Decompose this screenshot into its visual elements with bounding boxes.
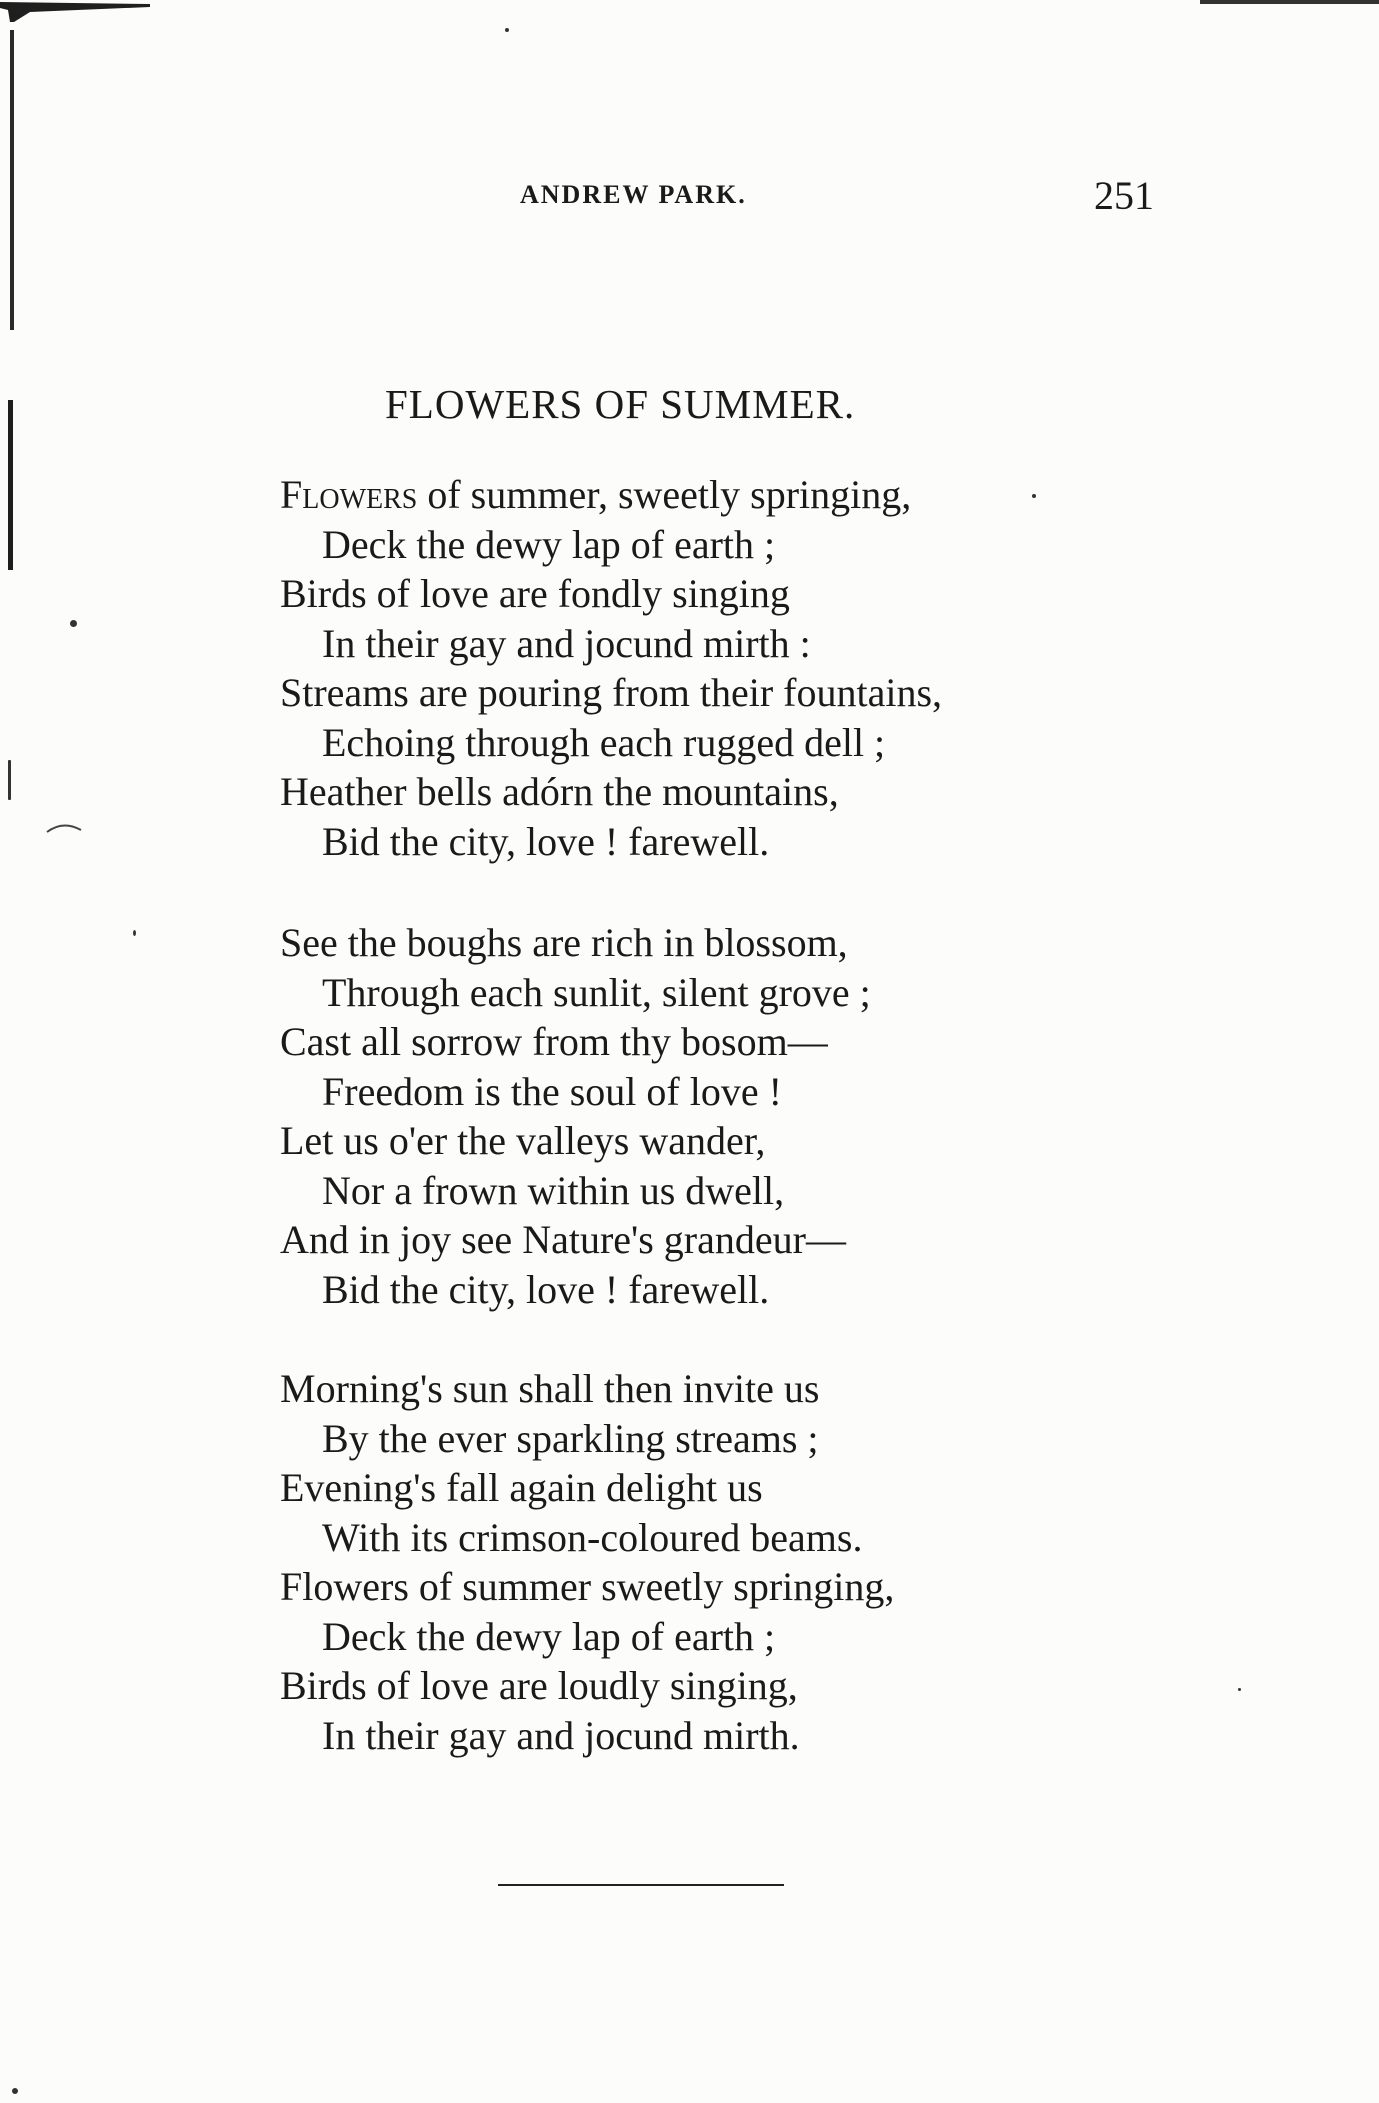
poem-line: In their gay and jocund mirth. [322, 1712, 800, 1758]
poem-line: Streams are pouring from their fountains, [280, 670, 943, 715]
poem-line: Echoing through each rugged dell ; [322, 719, 886, 765]
poem-line: And in joy see Nature's grandeur— [280, 1217, 846, 1262]
poem-line: Through each sunlit, silent grove ; [322, 969, 871, 1015]
poem-line: Birds of love are fondly singing [280, 571, 790, 616]
stanza [280, 1364, 1100, 1760]
scan-edge-line [1200, 0, 1379, 4]
poem-line [280, 470, 1100, 520]
scan-speck [1238, 1688, 1241, 1691]
poem-title: FLOWERS OF SUMMER. [385, 381, 856, 427]
drop-word: Flowers [280, 472, 418, 517]
poem-line: Evening's fall again delight us [280, 1465, 763, 1510]
scan-edge-line [10, 30, 14, 330]
poem-line: Nor a frown within us dwell, [322, 1167, 785, 1213]
poem-line-text: of summer, sweetly springing, [417, 472, 912, 517]
stanza [280, 470, 1100, 866]
poem-line: Deck the dewy lap of earth ; [322, 1613, 776, 1659]
poem-line: See the boughs are rich in blossom, [280, 920, 848, 965]
poem-line: Bid the city, love ! farewell. [322, 818, 770, 864]
poem-line: Cast all sorrow from thy bosom— [280, 1019, 828, 1064]
poem-line: By the ever sparkling streams ; [322, 1415, 819, 1461]
scan-speck [133, 930, 136, 936]
scan-speck [8, 760, 11, 800]
poem-line: Deck the dewy lap of earth ; [322, 521, 776, 567]
scan-speck [12, 2088, 18, 2094]
scan-speck [70, 620, 77, 627]
stanza [280, 918, 1100, 1314]
poem-line: Birds of love are loudly singing, [280, 1663, 798, 1708]
poem-line: Bid the city, love ! farewell. [322, 1266, 770, 1312]
scan-speck [505, 28, 509, 32]
scan-corner-mark [0, 0, 150, 22]
poem-line: Freedom is the soul of love ! [322, 1068, 782, 1114]
end-rule [498, 1884, 784, 1886]
poem-line: Heather bells adórn the mountains, [280, 769, 839, 814]
poem-line: In their gay and jocund mirth : [322, 620, 811, 666]
poem-line: Let us o'er the valleys wander, [280, 1118, 766, 1163]
running-head: ANDREW PARK. [520, 180, 747, 209]
scan-edge-line [8, 400, 13, 570]
poem-line: Morning's sun shall then invite us [280, 1366, 820, 1411]
page-number: 251 [1094, 173, 1154, 218]
poem-line: With its crimson-coloured beams. [322, 1514, 863, 1560]
poem-line: Flowers of summer sweetly springing, [280, 1564, 895, 1609]
scan-smudge [45, 820, 85, 834]
